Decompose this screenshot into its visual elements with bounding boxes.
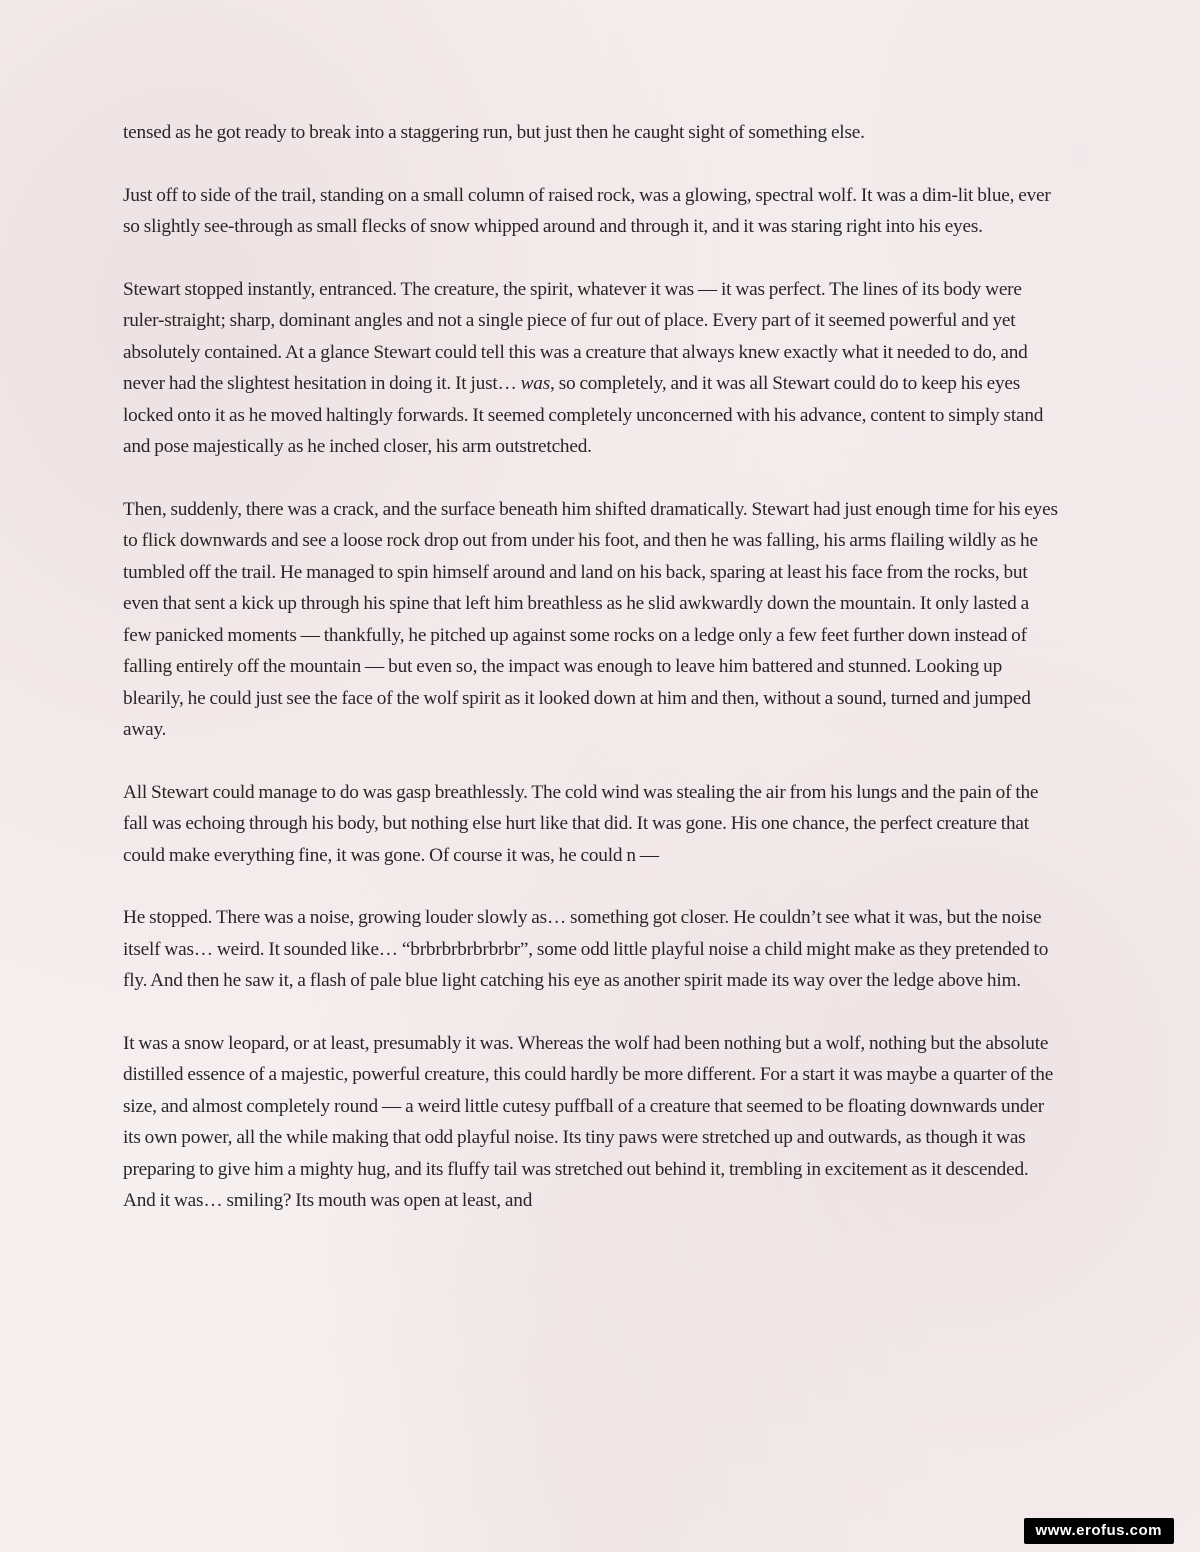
paragraph-3-before: Stewart stopped instantly, entranced. The creature, the spirit, whatever it was — it was perfect. The lines of its body were ruler-straight; sharp, dominant angles and not a single piece of fur out of place. Every part of it seemed powerful and yet absolutely contained. At a glance Stewart could tell this was a creature that always knew exactly what it needed to do, and never had the slightest hesitation in doing it. It just… (123, 278, 1028, 394)
paragraph-3 (123, 274, 1058, 463)
paragraph-3-italic: was (520, 373, 551, 394)
paragraph-1: tensed as he got ready to break into a staggering run, but just then he caught sight of something else. (123, 122, 865, 143)
story-page (123, 117, 1058, 1248)
paragraph-5: All Stewart could manage to do was gasp breathlessly. The cold wind was stealing the air from his lungs and the pain of the fall was echoing through his body, but nothing else hurt like that did. It was gone. His one chance, the perfect creature that could make everything fine, it was gone. Of course it was, he could n — (123, 781, 1039, 866)
paragraph-2: Just off to side of the trail, standing on a small column of raised rock, was a glowing, spectral wolf. It was a dim-lit blue, ever so slightly see-through as small flecks of snow whipped around and through it, and it was staring right into his eyes. (123, 184, 1051, 237)
paragraph-6: He stopped. There was a noise, growing louder slowly as… something got closer. He couldn’t see what it was, but the noise itself was… weird. It sounded like… “brbrbrbrbrbrbr”, some odd little playful noise a child might make as they pretended to fly. And then he saw it, a flash of pale blue light catching his eye as another spirit made its way over the ledge above him. (123, 907, 1049, 991)
paragraph-3-after: , so completely, and it was all Stewart could do to keep his eyes locked onto it as he moved haltingly forwards. It seemed completely unconcerned with his advance, content to simply stand and pose majestically as he inched closer, his arm outstretched. (123, 373, 1044, 457)
paragraph-7: It was a snow leopard, or at least, presumably it was. Whereas the wolf had been nothing but a wolf, nothing but the absolute distilled essence of a majestic, powerful creature, this could hardly be more different. For a start it was maybe a quarter of the size, and almost completely round — a weird little cutesy puffball of a creature that seemed to be floating downwards under its own power, all the while making that odd playful noise. Its tiny paws were stretched up and outwards, as though it was preparing to give him a mighty hug, and its fluffy tail was stretched out behind it, trembling in excitement as it descended. And it was… smiling? Its mouth was open at least, and (123, 1032, 1054, 1211)
paragraph-4: Then, suddenly, there was a crack, and the surface beneath him shifted dramatically. Stewart had just enough time for his eyes to flick downwards and see a loose rock drop out from under his foot, and then he was falling, his arms flailing wildly as he tumbled off the trail. He managed to spin himself around and land on his back, sparing at least his face from the rocks, but even that sent a kick up through his spine that left him breathless as he slid awkwardly down the mountain. It only lasted a few panicked moments — thankfully, he pitched up against some rocks on a ledge only a few feet further down instead of falling entirely off the mountain — but even so, the impact was enough to leave him battered and stunned. Looking up blearily, he could just see the face of the wolf spirit as it looked down at him and then, without a sound, turned and jumped away. (123, 498, 1058, 740)
watermark-badge[interactable]: www.erofus.com (1024, 1518, 1174, 1544)
